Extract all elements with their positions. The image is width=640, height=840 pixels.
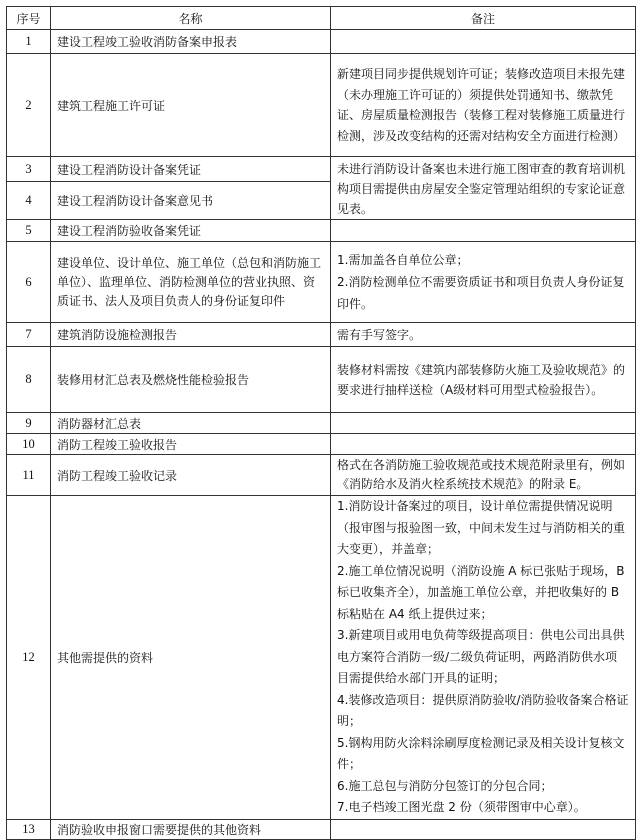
- row-no: 13: [7, 819, 51, 839]
- row-note: [331, 220, 636, 242]
- note-line: 2.施工单位情况说明（消防设施 A 标已张贴于现场，B 标已收集齐全），加盖施工单位公章，并把收集好的 B 标粘贴在 A4 纸上提供过来；: [337, 563, 625, 621]
- row-no: 9: [7, 413, 51, 434]
- note-line: 6.施工总包与消防分包签订的分包合同；: [337, 778, 553, 793]
- row-note: 未进行消防设计备案也未进行施工图审查的教育培训机构项目需提供由房屋安全鉴定管理站组织的专家论证意见表。: [331, 157, 636, 220]
- note-line: 2.消防检测单位不需要资质证书和项目负责人身份证复印件。: [337, 275, 625, 311]
- row-name: 建设工程竣工验收消防备案申报表: [51, 30, 331, 54]
- table-row: [7, 434, 636, 455]
- row-note: [331, 242, 636, 323]
- table-row: [7, 323, 636, 347]
- table-row: [7, 413, 636, 434]
- row-name: 建筑工程施工许可证: [51, 54, 331, 157]
- row-name: 装修用材汇总表及燃烧性能检验报告: [51, 347, 331, 413]
- row-no: 6: [7, 242, 51, 323]
- row-name: 建设工程消防设计备案意见书: [51, 182, 331, 220]
- note-line: 1.需加盖各自单位公章；: [337, 253, 469, 267]
- header-note: 备注: [331, 7, 636, 30]
- note-line: 5.钢构用防火涂料涂刷厚度检测记录及相关设计复核文件；: [337, 735, 625, 771]
- header-row: [7, 7, 636, 30]
- row-name: 建设单位、设计单位、施工单位（总包和消防施工单位）、监理单位、消防检测单位的营业执照、资质证书、法人及项目负责人的身份证复印件: [51, 242, 331, 323]
- document-table: [6, 6, 636, 840]
- row-no: 7: [7, 323, 51, 347]
- note-line: 1.消防设计备案过的项目，设计单位需提供情况说明（报审图与报验图一致，中间未发生过与消防相关的重大变更），并盖章；: [337, 499, 626, 556]
- row-name: 其他需提供的资料: [51, 496, 331, 820]
- row-name: 消防工程竣工验收记录: [51, 455, 331, 496]
- row-name: 建筑消防设施检测报告: [51, 323, 331, 347]
- row-no: 5: [7, 220, 51, 242]
- row-note: 新建项目同步提供规划许可证；装修改造项目未报先建（未办理施工许可证的）须提供处罚通知书、缴款凭证、房屋质量检测报告（装修工程对装修施工质量进行检测，涉及改变结构的还需对结构安全方面进行检测）: [331, 54, 636, 157]
- table-row: [7, 30, 636, 54]
- table-row: [7, 496, 636, 820]
- row-note: [331, 496, 636, 820]
- row-note: [331, 819, 636, 839]
- row-note: [331, 413, 636, 434]
- row-name: 消防工程竣工验收报告: [51, 434, 331, 455]
- row-name: 消防器材汇总表: [51, 413, 331, 434]
- header-no: 序号: [7, 7, 51, 30]
- table-row: [7, 220, 636, 242]
- row-no: 12: [7, 496, 51, 820]
- table-row: [7, 242, 636, 323]
- table-row: [7, 819, 636, 839]
- note-line: 4.装修改造项目：提供原消防验收/消防验收备案合格证明；: [337, 692, 629, 728]
- row-name: 建设工程消防验收备案凭证: [51, 220, 331, 242]
- row-name: 建设工程消防设计备案凭证: [51, 157, 331, 182]
- row-no: 4: [7, 182, 51, 220]
- row-no: 11: [7, 455, 51, 496]
- row-name: 消防验收申报窗口需要提供的其他资料: [51, 819, 331, 839]
- note-line: 3.新建项目或用电负荷等级提高项目：供电公司出具供电方案符合消防一级/二级负荷证明，两路消防供水项目需提供给水部门开具的证明；: [337, 628, 625, 685]
- row-note: 格式在各消防施工验收规范或技术规范附录里有，例如《消防给水及消火栓系统技术规范》的附录 E。: [331, 455, 636, 496]
- row-note: 需有手写签字。: [331, 323, 636, 347]
- table-row: [7, 54, 636, 157]
- row-no: 1: [7, 30, 51, 54]
- row-no: 8: [7, 347, 51, 413]
- row-note: 装修材料需按《建筑内部装修防火施工及验收规范》的要求进行抽样送检（A级材料可用型式检验报告）。: [331, 347, 636, 413]
- note-line: 7.电子档竣工图光盘 2 份（须带图审中心章）。: [337, 800, 586, 814]
- row-note: [331, 434, 636, 455]
- row-no: 2: [7, 54, 51, 157]
- table-row: [7, 157, 636, 182]
- table-row: [7, 347, 636, 413]
- row-no: 3: [7, 157, 51, 182]
- table-row: [7, 455, 636, 496]
- row-note: [331, 30, 636, 54]
- row-no: 10: [7, 434, 51, 455]
- header-name: 名称: [51, 7, 331, 30]
